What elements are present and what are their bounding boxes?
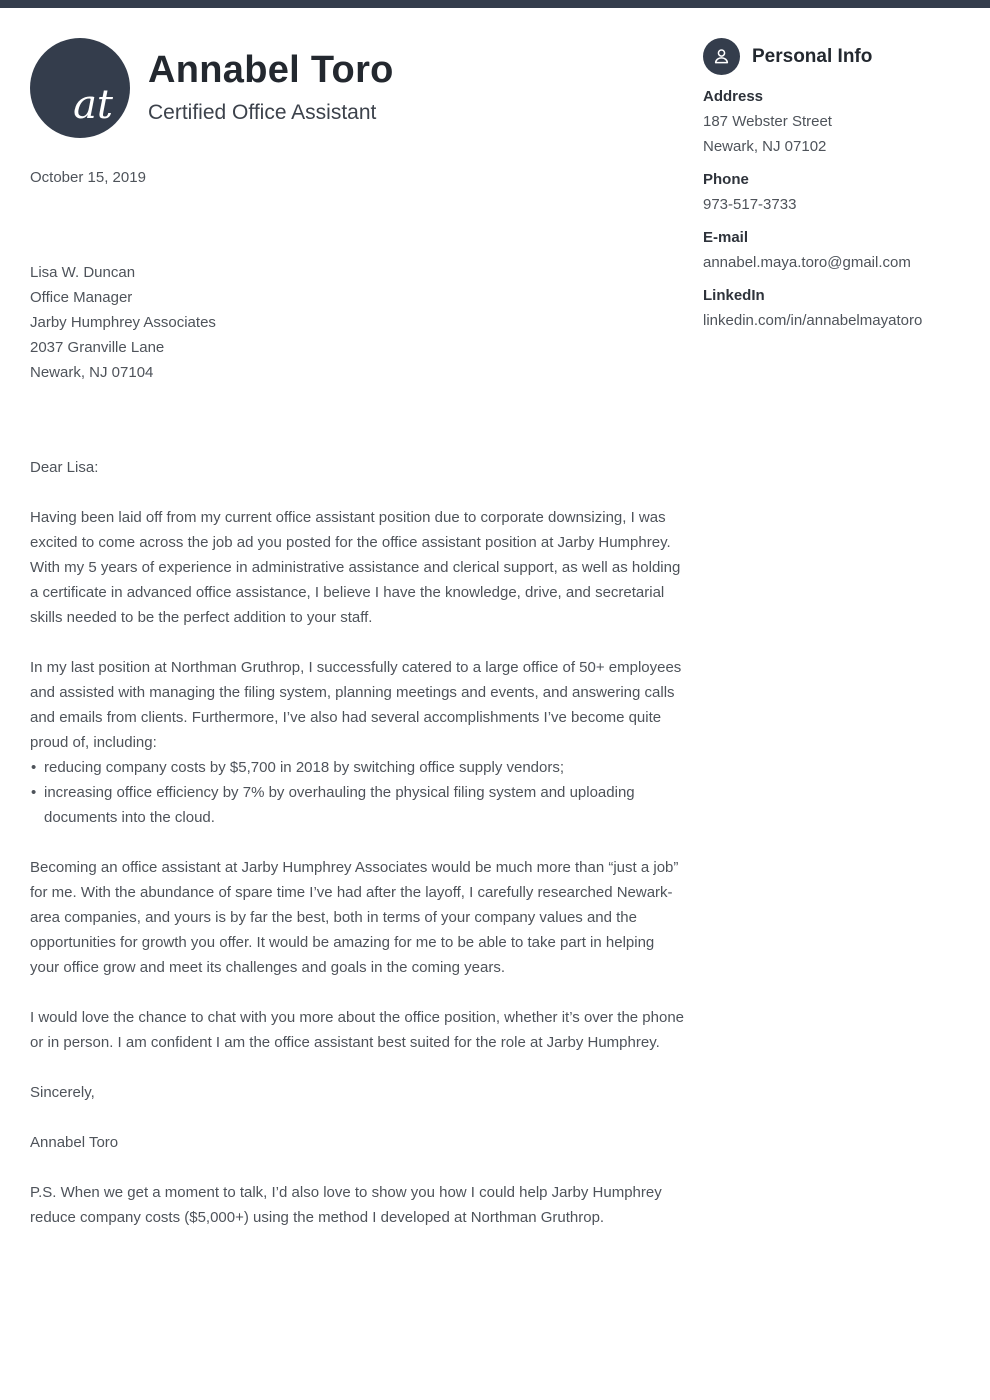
recipient-line: Office Manager xyxy=(30,289,133,306)
recipient-line: Newark, NJ 07104 xyxy=(30,364,154,381)
field-label: Address xyxy=(703,88,764,105)
sidebar-field-phone xyxy=(703,167,960,217)
sidebar-field-linkedin xyxy=(703,283,960,333)
accomplishments-list xyxy=(30,755,685,830)
letter-column xyxy=(30,38,685,1230)
top-accent-bar xyxy=(0,0,990,8)
sidebar-header xyxy=(703,38,960,75)
field-value: linkedin.com/in/annabelmayatoro xyxy=(703,312,923,329)
field-label: LinkedIn xyxy=(703,287,765,304)
job-title: Certified Office Assistant xyxy=(148,100,377,124)
sidebar-field-email xyxy=(703,225,960,275)
letter-date: October 15, 2019 xyxy=(30,169,146,186)
signature: Annabel Toro xyxy=(30,1134,119,1151)
page-content xyxy=(0,8,990,1230)
bullet-item: • reducing company costs by $5,700 in 2018 by switching office supply vendors; xyxy=(30,755,685,780)
paragraph-intro: Having been laid off from my current office assistant position due to corporate downsizing, I was excited to come across the job ad you posted for the office assistant position at Jarby Humphrey. With my 5 years of experience in administrative assistance and clerical support, as well as holding a certificate in advanced office assistance, I believe I have the knowledge, drive, and secretarial skills needed to be the perfect addition to your staff. xyxy=(30,509,681,626)
person-icon xyxy=(703,38,740,75)
identity-block xyxy=(148,38,394,138)
recipient-line: 2037 Granville Lane xyxy=(30,339,165,356)
avatar-initials: at xyxy=(73,82,113,128)
closing: Sincerely, xyxy=(30,1084,95,1101)
field-value: 973-517-3733 xyxy=(703,196,797,213)
sidebar-field-address xyxy=(703,84,960,159)
paragraph-motivation: Becoming an office assistant at Jarby Humphrey Associates would be much more than “just a job” for me. With the abundance of spare time I’ve had after the layoff, I carefully researched Newark-area companies, and yours is by far the best, both in terms of your company values and the opportunities for growth you offer. It would be amazing for me to be able to take part in helping your office grow and meet its challenges and goals in the coming years. xyxy=(30,859,679,976)
field-value: annabel.maya.toro@gmail.com xyxy=(703,254,911,271)
salutation: Dear Lisa: xyxy=(30,459,99,476)
postscript: P.S. When we get a moment to talk, I’d also love to show you how I could help Jarby Humphrey reduce company costs ($5,000+) using the method I developed at Northman Gruthrop. xyxy=(30,1184,662,1226)
field-value: 187 Webster Street xyxy=(703,113,832,130)
recipient-block xyxy=(30,260,685,385)
paragraph-call-to-action: I would love the chance to chat with you more about the office position, whether it’s over the phone or in person. I am confident I am the office assistant best suited for the role at Jarby Humphrey. xyxy=(30,1009,685,1051)
letter-body xyxy=(30,505,685,1230)
field-value: Newark, NJ 07102 xyxy=(703,138,827,155)
paragraph-experience: In my last position at Northman Gruthrop, I successfully catered to a large office of 50+ employees and assisted with managing the filing system, planning meetings and events, and answering calls and emails from clients. Furthermore, I’ve also had several accomplishments I’ve become quite proud of, including: xyxy=(30,659,682,751)
avatar xyxy=(30,38,130,138)
person-name: Annabel Toro xyxy=(148,49,394,91)
letter-header xyxy=(30,38,685,138)
recipient-line: Jarby Humphrey Associates xyxy=(30,314,216,331)
personal-info-sidebar xyxy=(703,38,960,1230)
recipient-line: Lisa W. Duncan xyxy=(30,264,136,281)
field-label: E-mail xyxy=(703,229,749,246)
field-label: Phone xyxy=(703,171,749,188)
bullet-item: • increasing office efficiency by 7% by overhauling the physical filing system and uploading documents into the cloud. xyxy=(30,780,685,830)
sidebar-fields xyxy=(703,84,960,333)
sidebar-heading: Personal Info xyxy=(752,45,873,67)
